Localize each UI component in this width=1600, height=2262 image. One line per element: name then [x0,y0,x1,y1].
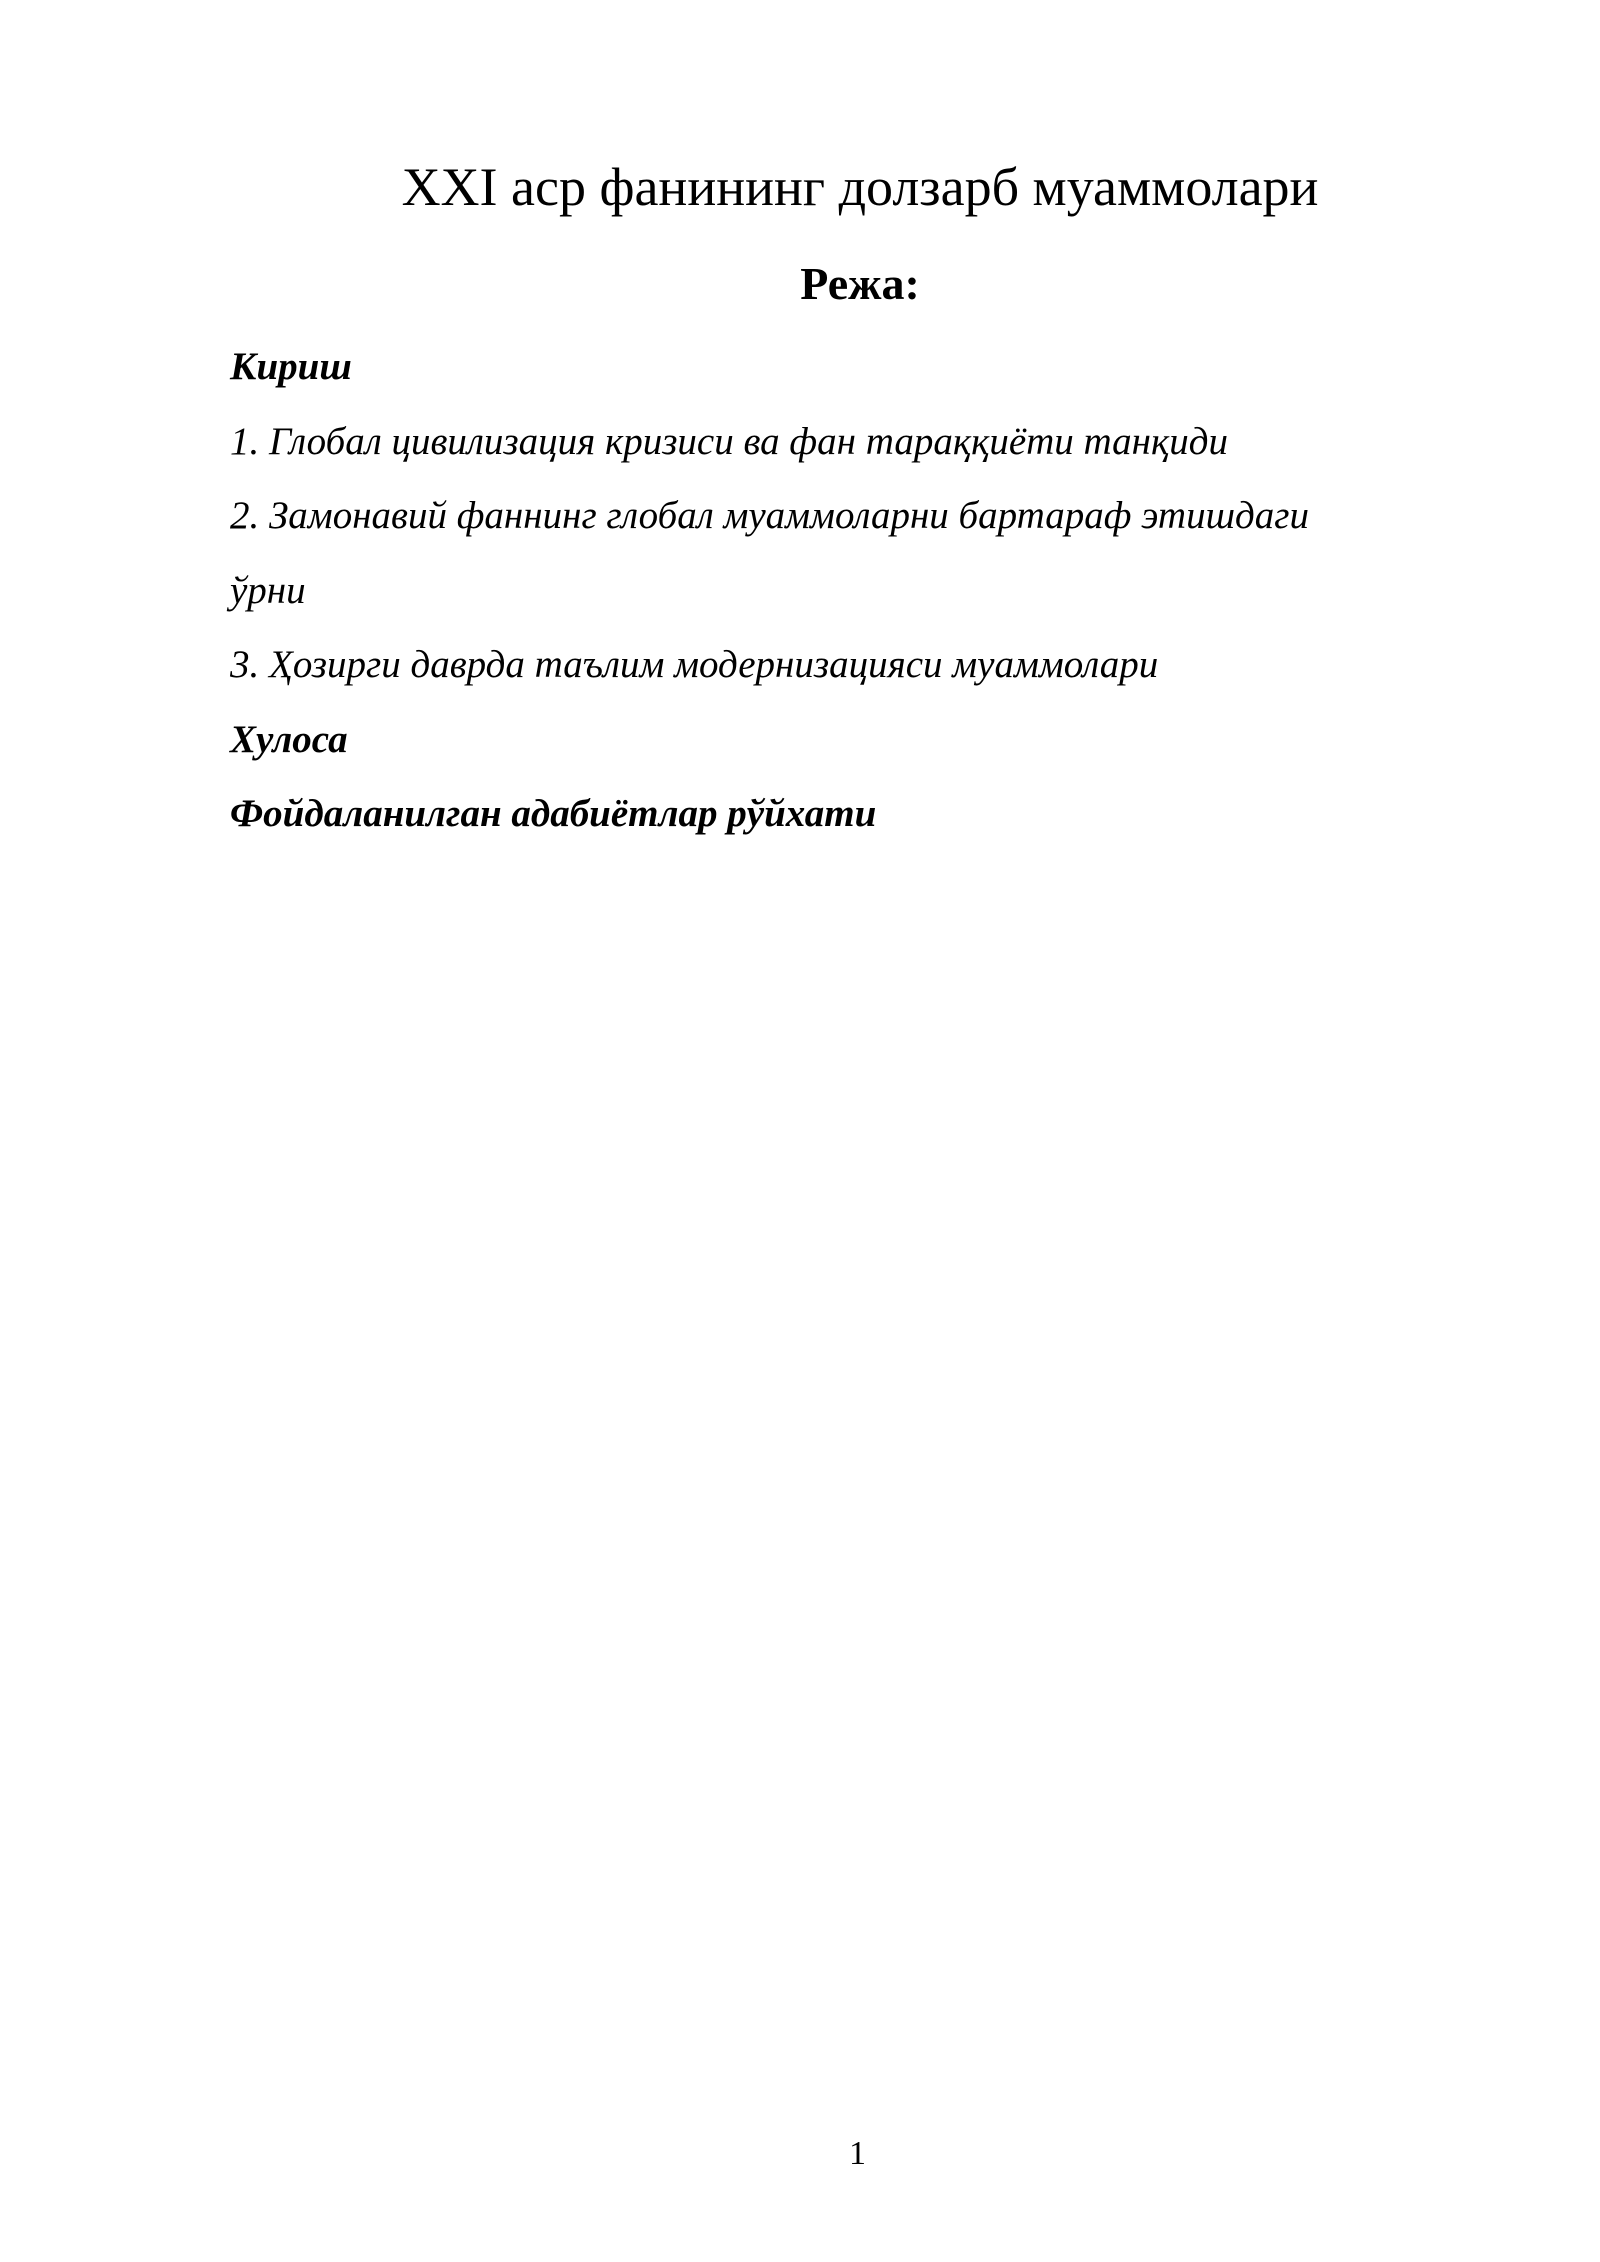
toc-item-text: Ҳозирги даврда таълим модернизацияси муаммолари [269,643,1159,686]
toc-item-number: 1. [230,419,260,463]
toc-conclusion: Хулоса [230,717,348,761]
toc-item-number: 2. [230,494,260,537]
toc-intro: Кириш [230,345,352,388]
toc-item-2 [230,479,1430,554]
toc-item-3 [230,628,1430,703]
plan-heading: Режа: [800,258,920,309]
toc-item-2-continuation: ўрни [230,568,306,612]
toc-references: Фойдаланилган адабиётлар рўйхати [230,792,877,835]
toc-item-number: 3. [230,643,260,686]
toc-item-text: Замонавий фаннинг глобал муаммоларни бартараф этишдаги [269,494,1309,537]
toc-item-1 [230,405,1430,480]
document-title: XXI аср фанининг долзарб муаммолари [401,157,1319,217]
table-of-contents [230,330,1430,852]
toc-item-text: Глобал цивилизация кризиси ва фан тараққиёти танқиди [269,419,1229,463]
page-number: 1 [849,2135,866,2172]
